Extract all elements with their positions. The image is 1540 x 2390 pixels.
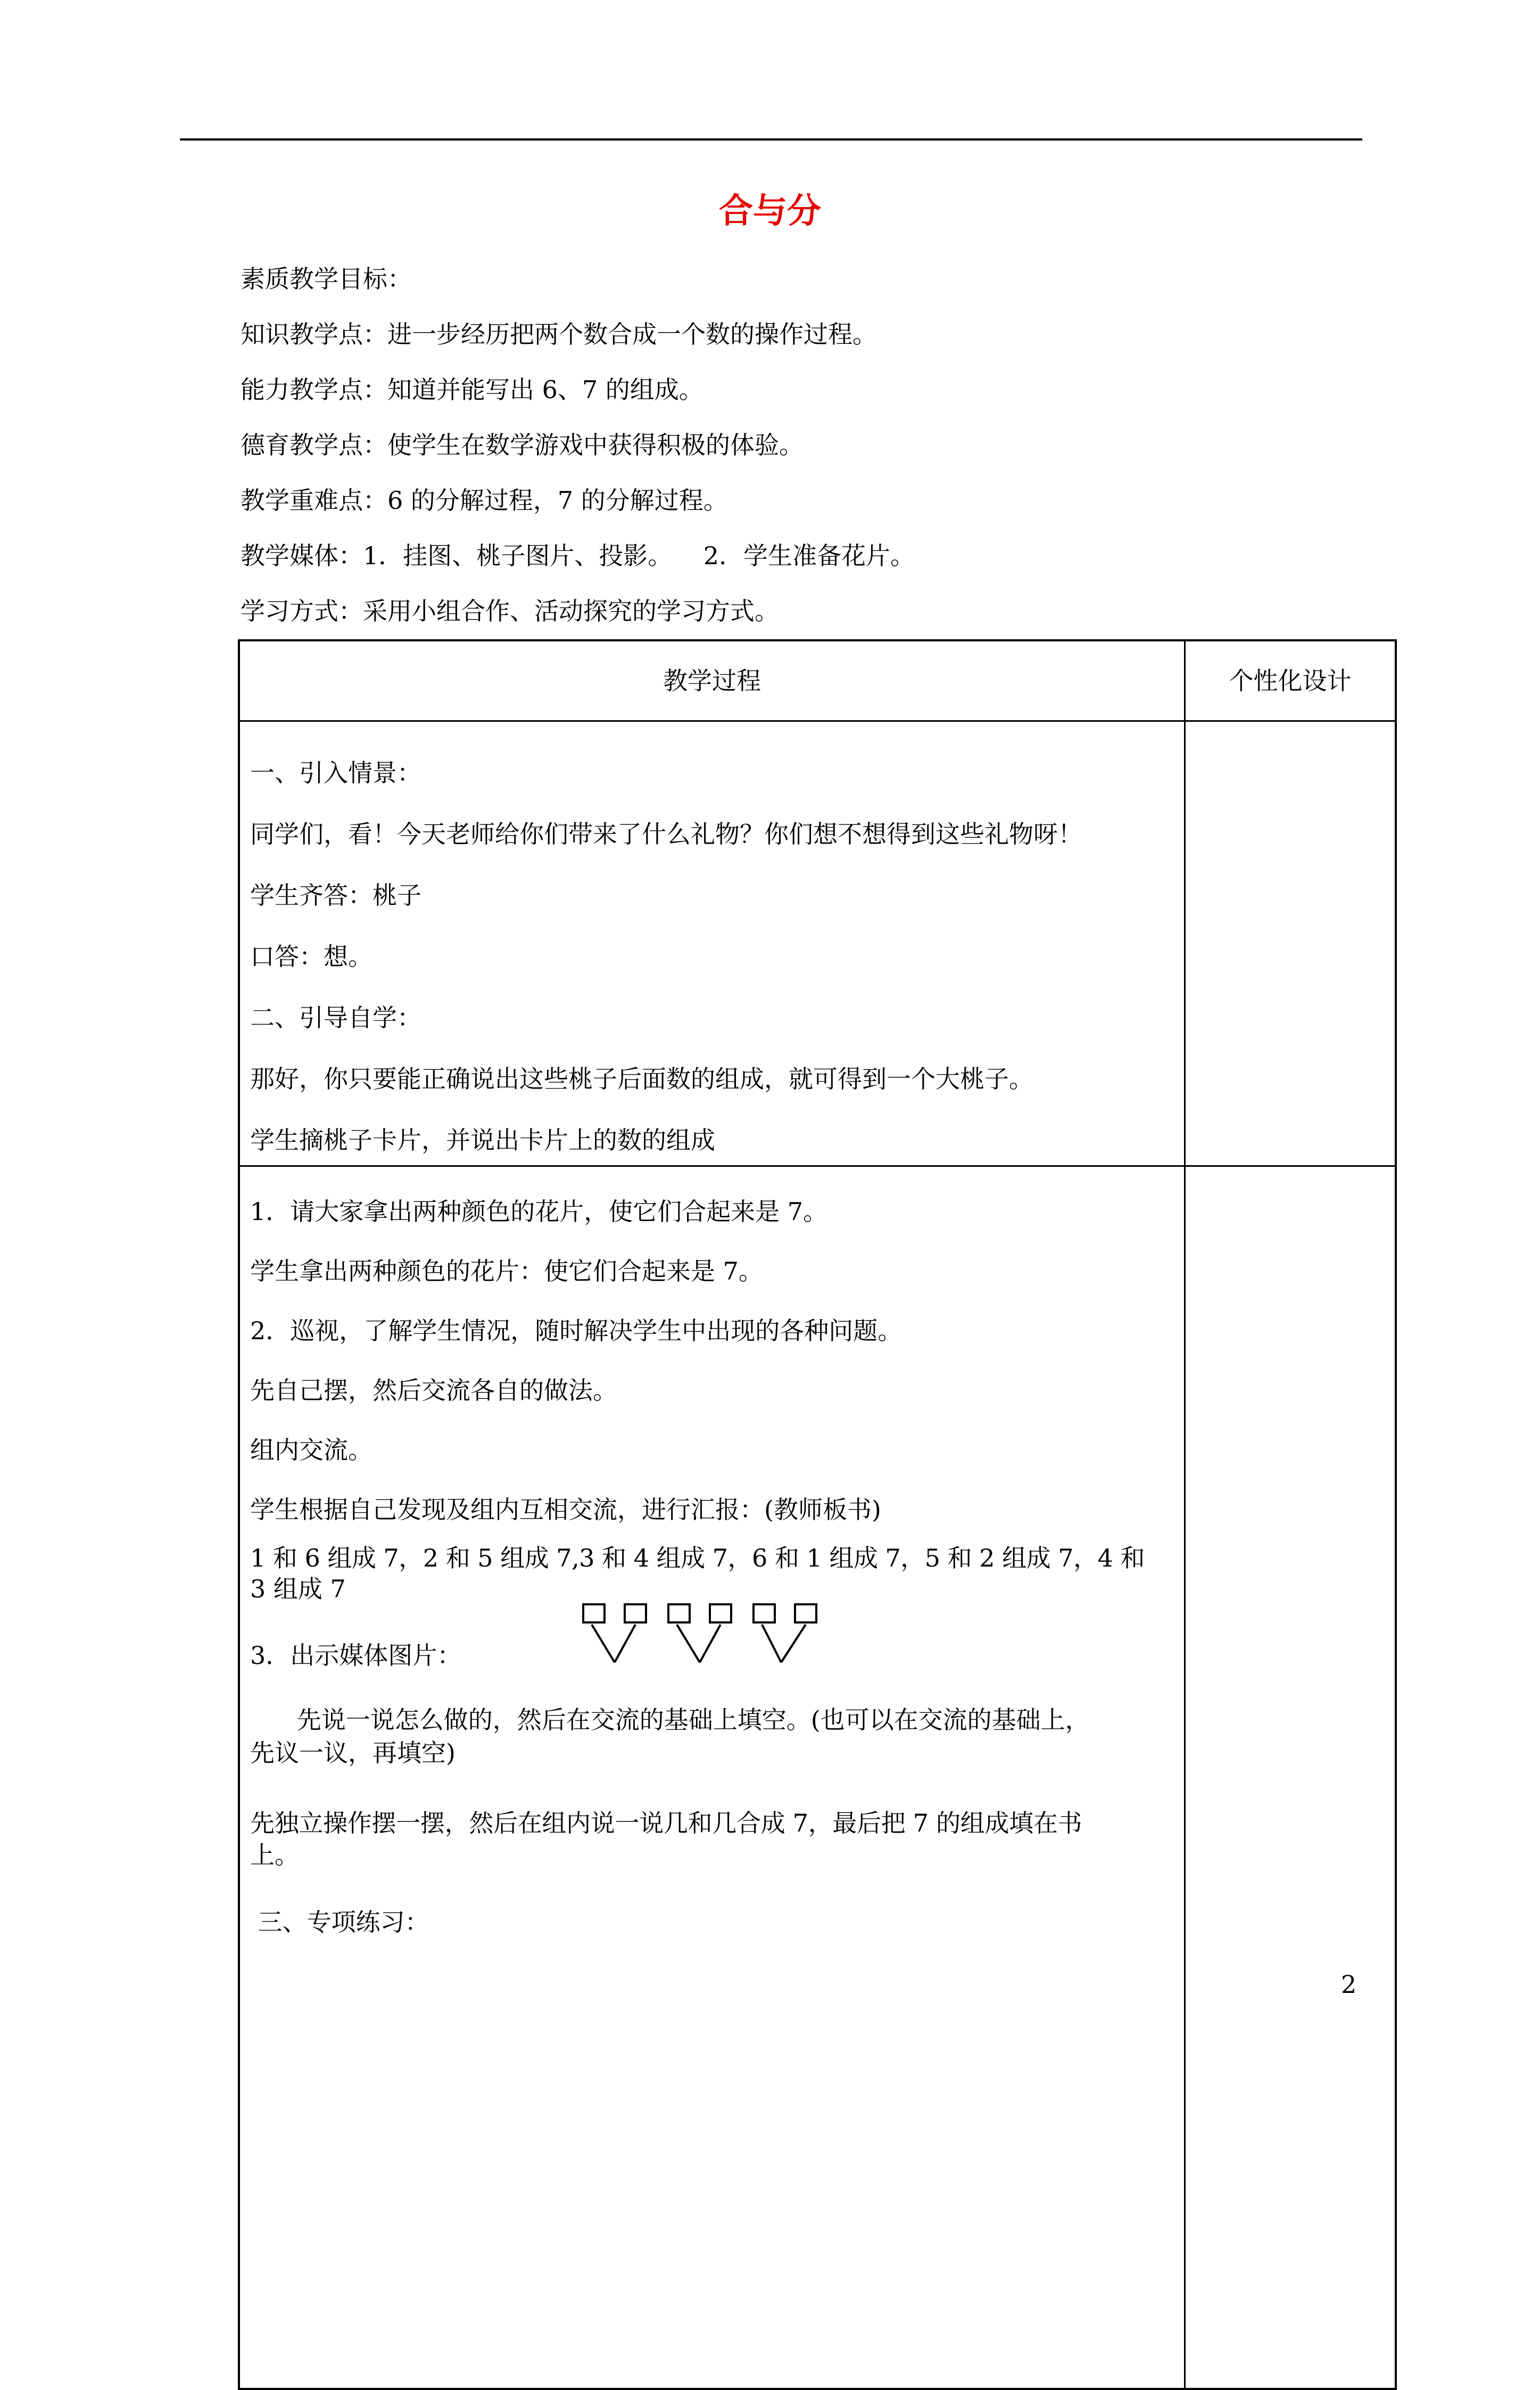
blank-box [795, 1604, 816, 1622]
row1-line: 学生齐答：桃子 [250, 881, 421, 910]
row1-line: 二、引导自学： [250, 1003, 421, 1032]
row1-line: 学生摘桃子卡片，并说出卡片上的数的组成 [250, 1126, 715, 1155]
row2-line: 1．请大家拿出两种颜色的花片，使它们合起来是 7。 [250, 1197, 828, 1226]
table-border-right [1395, 639, 1397, 2390]
table-border-left [238, 639, 240, 2390]
objectives-section [241, 251, 1358, 639]
row2-content [250, 1182, 1176, 1539]
combinations-line-2: 3 组成 7 [250, 1575, 346, 1603]
row1-line: 那好，你只要能正确说出这些桃子后面数的组成，就可得到一个大桃子。 [250, 1065, 1033, 1093]
branch-line [677, 1625, 700, 1662]
blank-box [583, 1604, 605, 1622]
row1-line: 口答：想。 [250, 942, 372, 971]
row2-line: 2．巡视，了解学生情况，随时解决学生中出现的各种问题。 [250, 1316, 903, 1345]
combinations-line-1: 1 和 6 组成 7，2 和 5 组成 7,3 和 4 组成 7，6 和 1 组成 7，5 和 2 组成 7，4 和 [250, 1544, 1145, 1572]
objectives-heading: 素质教学目标： [241, 265, 412, 293]
knowledge-point: 知识教学点：进一步经历把两个数合成一个数的操作过程。 [241, 320, 877, 349]
table-border-header-bottom [238, 720, 1397, 722]
branch-line [781, 1625, 806, 1662]
table-border-top [238, 639, 1397, 641]
ability-point: 能力教学点：知道并能写出 6、7 的组成。 [241, 375, 703, 404]
operation-line-2: 上。 [250, 1841, 299, 1869]
blank-box [668, 1604, 690, 1622]
section-3-heading: 三、专项练习： [250, 1908, 429, 1936]
composition-diagram [564, 1601, 841, 1708]
row2-combinations [250, 1543, 1176, 1604]
branch-line [762, 1625, 781, 1662]
branch-line [700, 1625, 721, 1662]
row1-content [250, 743, 1176, 1171]
branch-line [615, 1625, 635, 1662]
blank-box [754, 1604, 775, 1622]
table-border-bottom [238, 2388, 1397, 2390]
row2-line: 学生拿出两种颜色的花片：使它们合起来是 7。 [250, 1257, 763, 1285]
blank-box [625, 1604, 646, 1622]
discussion-line-2: 先议一议，再填空) [250, 1738, 456, 1767]
media-label: 3．出示媒体图片： [250, 1641, 462, 1670]
row2-discussion [250, 1703, 1176, 1769]
table-border-middle [1184, 639, 1186, 2390]
learning-method: 学习方式：采用小组合作、活动探究的学习方式。 [241, 597, 779, 625]
operation-line-1: 先独立操作摆一摆，然后在组内说一说几和几合成 7，最后把 7 的组成填在书 [250, 1809, 1082, 1837]
row1-line: 同学们，看！今天老师给你们带来了什么礼物？你们想不想得到这些礼物呀！ [250, 820, 1082, 848]
teaching-media: 教学媒体：1．挂图、桃子图片、投影。 2．学生准备花片。 [241, 541, 915, 570]
row2-line: 组内交流。 [250, 1436, 372, 1464]
discussion-line-1: 先说一说怎么做的，然后在交流的基础上填空。(也可以在交流的基础上， [250, 1705, 1090, 1734]
page-title: 合与分 [719, 192, 821, 231]
row2-line: 先自己摆，然后交流各自的做法。 [250, 1376, 617, 1405]
page-number: 2 [1341, 1970, 1357, 1999]
header-rule [180, 138, 1362, 141]
row2-line: 学生根据自己发现及组内互相交流，进行汇报：(教师板书) [250, 1495, 881, 1524]
header-personal-design: 个性化设计 [1229, 666, 1352, 695]
key-difficulty: 教学重难点：6 的分解过程，7 的分解过程。 [241, 486, 728, 515]
branch-line [592, 1625, 615, 1662]
row2-section3 [250, 1906, 1176, 1939]
header-teaching-process: 教学过程 [663, 666, 761, 695]
blank-box [710, 1604, 731, 1622]
row2-operation [250, 1807, 1176, 1871]
moral-point: 德育教学点：使学生在数学游戏中获得积极的体验。 [241, 431, 804, 459]
row1-line: 一、引入情景： [250, 759, 421, 787]
